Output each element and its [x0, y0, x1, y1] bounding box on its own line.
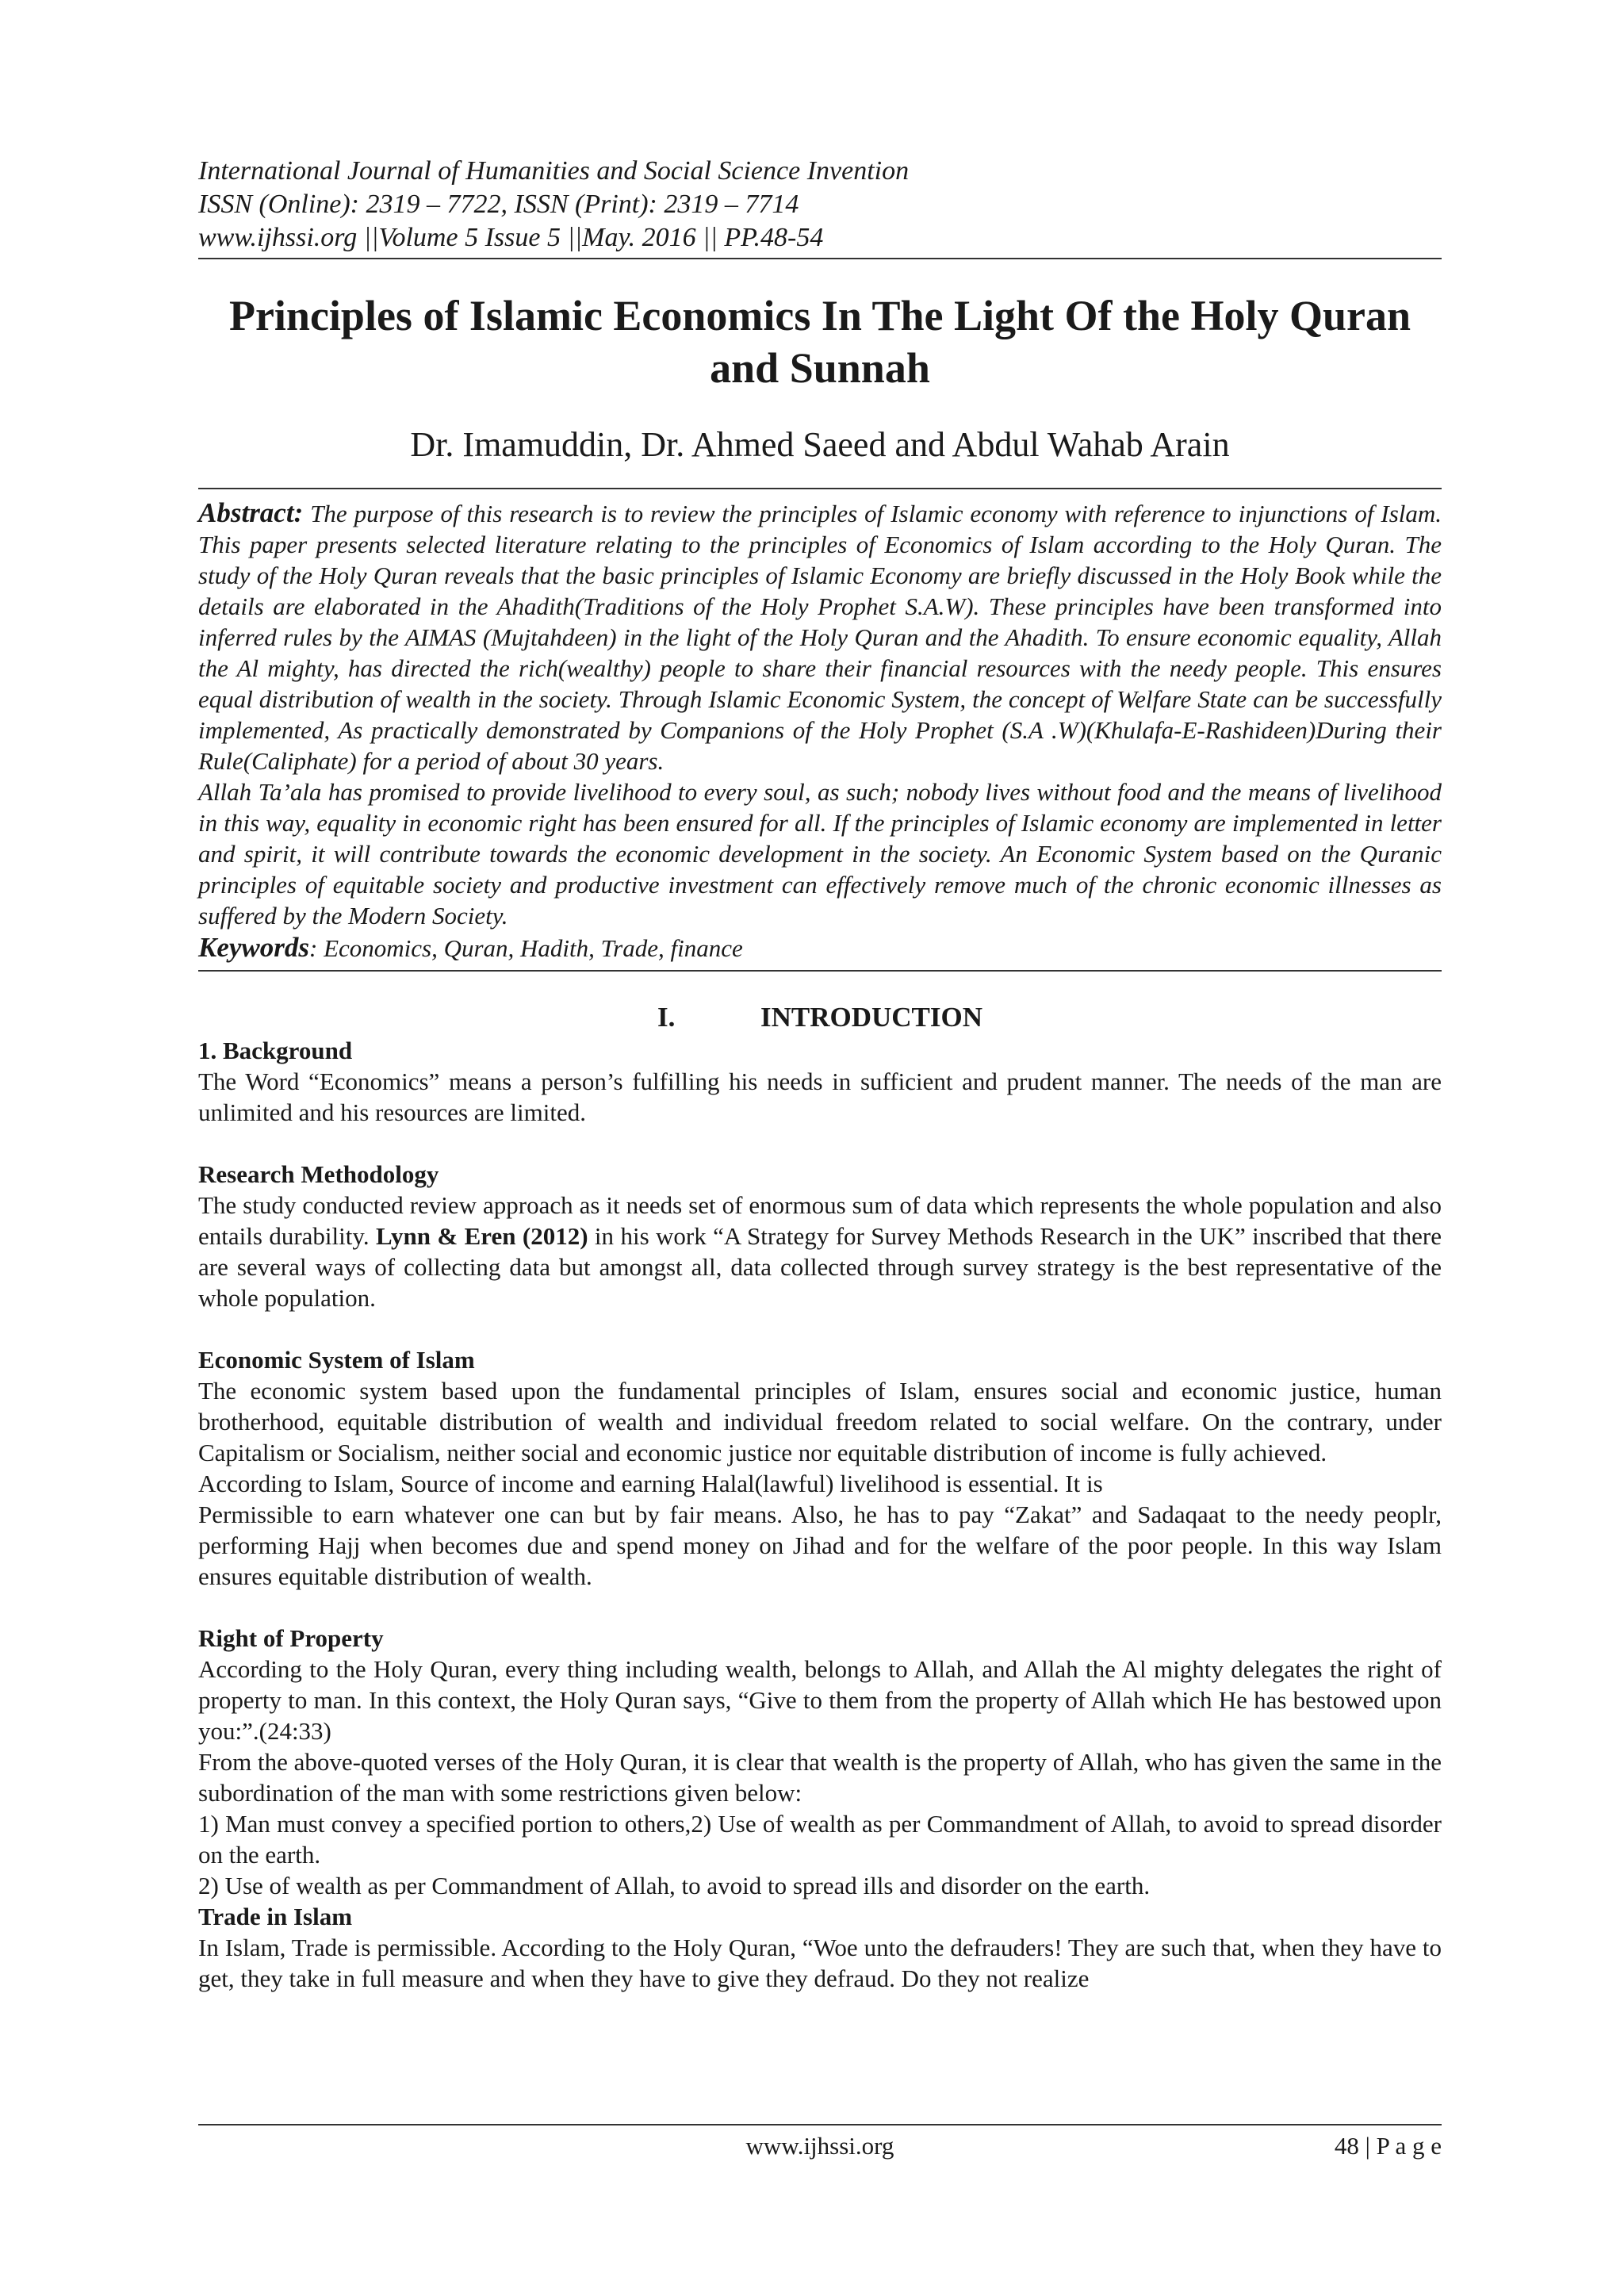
background-heading: 1. Background — [198, 1037, 353, 1064]
page-footer — [198, 2124, 1442, 2160]
property-paragraph-2: From the above-quoted verses of the Holy Quran, it is clear that wealth is the property of Allah, who has given the same in the subordination of the man with some restrictions given below: — [198, 1748, 1442, 1807]
title-line-2: and Sunnah — [710, 344, 930, 392]
paper-page — [198, 155, 1442, 1994]
trade-paragraph: In Islam, Trade is permissible. According to the Holy Quran, “Woe unto the defrauders! They are such that, when they have to get, they take in full measure and when they have to give they defraud. Do they not realize — [198, 1934, 1442, 1992]
section-heading — [198, 1000, 1442, 1035]
section-number: I. — [657, 1002, 676, 1033]
section-title: INTRODUCTION — [760, 1002, 983, 1033]
property-heading: Right of Property — [198, 1624, 384, 1652]
economic-system-paragraph-3: Permissible to earn whatever one can but by fair means. Also, he has to pay “Zakat” and Sadaqaat to the needy peoplr, performing Hajj when becomes due and spend money on Jihad and for the welfare of the poor people. In this way Islam ensures equitable distribution of wealth. — [198, 1501, 1442, 1590]
background-paragraph: The Word “Economics” means a person’s fulfilling his needs in sufficient and prudent manner. The needs of the man are unlimited and his resources are limited. — [198, 1068, 1442, 1126]
body-text — [198, 1035, 1442, 1994]
abstract-paragraph-2: Allah Ta’ala has promised to provide livelihood to every soul, as such; nobody lives without food and the means of livelihood in this way, equality in economic right has been ensured for all. If the principles of Islamic economy are implemented in letter and spirit, it will contribute towards the economic development in the society. An Economic System based on the Quranic principles of equitable society and productive investment can effectively remove much of the chronic economic illnesses as suffered by the Modern Society. — [198, 778, 1442, 930]
author-list: Dr. Imamuddin, Dr. Ahmed Saeed and Abdul Wahab Arain — [198, 424, 1442, 489]
abstract — [198, 497, 1442, 931]
economic-system-paragraph-2: According to Islam, Source of income and earning Halal(lawful) livelihood is essential. It is — [198, 1470, 1103, 1497]
property-paragraph-4: 2) Use of wealth as per Commandment of Allah, to avoid to spread ills and disorder on the earth. — [198, 1872, 1151, 1899]
property-paragraph-3: 1) Man must convey a specified portion to others,2) Use of wealth as per Commandment of Allah, to avoid to spread disorder on the earth. — [198, 1810, 1442, 1869]
journal-issue: www.ijhssi.org ||Volume 5 Issue 5 ||May. 2016 || PP.48-54 — [198, 223, 824, 252]
footer-page-number: 48 | P a g e — [1334, 2132, 1442, 2160]
methodology-heading: Research Methodology — [198, 1160, 439, 1188]
methodology-citation: Lynn & Eren (2012) — [376, 1222, 588, 1250]
property-paragraph-1: According to the Holy Quran, every thing including wealth, belongs to Allah, and Allah the Al mighty delegates the right of property to man. In this context, the Holy Quran says, “Give to them from the property of Allah which He has bestowed upon you:”.(24:33) — [198, 1655, 1442, 1745]
economic-system-heading: Economic System of Islam — [198, 1346, 475, 1374]
methodology-text-a: The study conducted review approach as it needs set of enormous sum of data which represents the whole population and also entails durability. — [198, 1191, 1442, 1250]
economic-system-paragraph-1: The economic system based upon the fundamental principles of Islam, ensures social and economic justice, human brotherhood, equitable distribution of wealth and individual freedom related to social welfare. On the contrary, under Capitalism or Socialism, neither social and economic justice nor equitable distribution of income is fully achieved. — [198, 1377, 1442, 1466]
abstract-label: Abstract: — [198, 497, 304, 528]
title-line-1: Principles of Islamic Economics In The Light Of the Holy Quran — [228, 292, 1411, 339]
paper-title — [198, 289, 1442, 394]
journal-issn: ISSN (Online): 2319 – 7722, ISSN (Print): 2319 – 7714 — [198, 190, 799, 219]
abstract-paragraph-1 — [198, 497, 1442, 776]
keywords-text: : Economics, Quran, Hadith, Trade, finance — [309, 934, 743, 962]
footer-website: www.ijhssi.org — [745, 2132, 894, 2160]
keywords — [198, 931, 1442, 972]
methodology-paragraph — [198, 1190, 1442, 1313]
methodology-text-b: in his work “A Strategy for Survey Methods Research in the UK” inscribed that there are several ways of collecting data but amongst all, data collected through survey strategy is the best representative of the whole population. — [198, 1222, 1442, 1312]
keywords-label: Keywords — [198, 932, 309, 963]
abstract-text-1: The purpose of this research is to review the principles of Islamic economy with reference to injunctions of Islam. This paper presents selected literature relating to the principles of Economics of Islam according to the Holy Quran. The study of the Holy Quran reveals that the basic principles of Islamic Economy are briefly discussed in the Holy Book while the details are elaborated in the Ahadith(Traditions of the Holy Prophet S.A.W). These principles have been transformed into inferred rules by the AIMAS (Mujtahdeen) in the light of the Holy Quran and the Ahadith. To ensure economic equality, Allah the Al mighty, has directed the rich(wealthy) people to share their financial resources with the needy people. This ensures equal distribution of wealth in the society. Through Islamic Economic System, the concept of Welfare State can be successfully implemented, As practically demonstrated by Companions of the Holy Prophet (S.A .W)(Khulafa-E-Rashideen)During their Rule(Caliphate) for a period of about 30 years. — [198, 500, 1442, 775]
journal-header — [198, 155, 1442, 259]
journal-name: International Journal of Humanities and Social Science Invention — [198, 156, 910, 186]
trade-heading: Trade in Islam — [198, 1903, 353, 1930]
